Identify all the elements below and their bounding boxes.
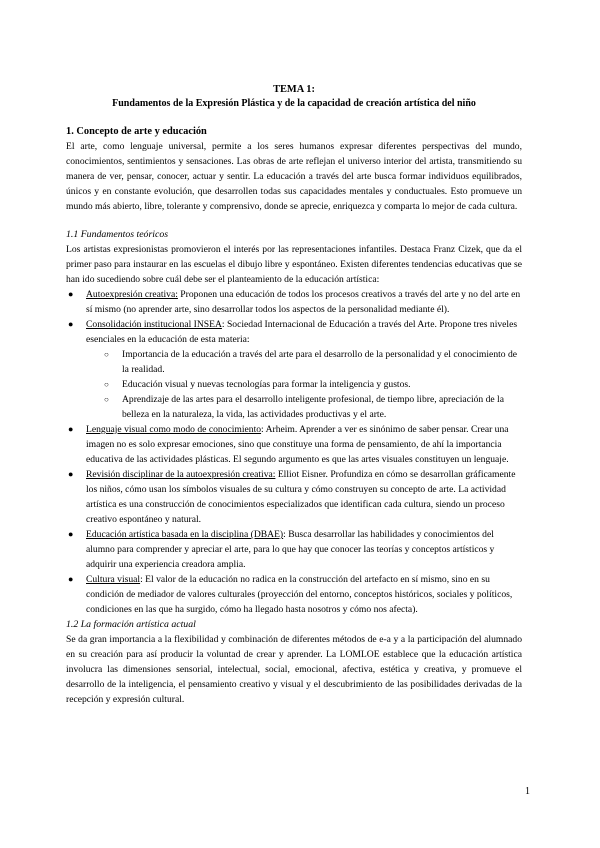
- list-item: [66, 422, 522, 467]
- list-item-text: : Sociedad Internacional de Educación a través del Arte. Propone tres niveles esenciales en la educación de esta materia:: [86, 319, 518, 345]
- bullet-icon: ●: [68, 289, 74, 299]
- page-number: 1: [525, 786, 530, 797]
- circle-bullet-icon: ○: [104, 395, 109, 404]
- document-subtitle: Fundamentos de la Expresión Plástica y de la capacidad de creación artística del niño: [112, 98, 476, 109]
- list-item-term: Consolidación institucional INSEA: [86, 319, 222, 330]
- circle-bullet-icon: ○: [104, 380, 109, 389]
- list-item-term: Lenguaje visual como modo de conocimiento: [86, 424, 262, 435]
- list-item-text: : Busca desarrollar las habilidades y conocimientos del alumno para comprender y apreciar el arte, para lo que hay que conocer las teorías y conceptos artísticos y adquirir una experiencia creadora amplia.: [86, 529, 495, 570]
- sub-list-item-text: Importancia de la educación a través del arte para el desarrollo de la personalidad y el conocimiento de la realidad.: [122, 349, 518, 375]
- list-item-text: Proponen una educación de todos los procesos creativos a través del arte y no del arte en sí mismo (no aprender arte, sino desarrollar todos los aspectos de la personalidad mediante él).: [86, 289, 521, 315]
- subsection-paragraph: Los artistas expresionistas promovieron el interés por las representaciones infantiles. Destaca Franz Cizek, que da el primer paso para instaurar en las escuelas el dibujo libre y espontáneo. Existen diferentes tendencias educativas que se han ido sucediendo sobre cuál debe ser el planteamiento de la educación artística:: [66, 244, 522, 285]
- tendencies-list: [66, 287, 522, 617]
- subsection-paragraph: Se da gran importancia a la flexibilidad y combinación de diferentes métodos de e-a y a la participación del alumnado en su creación para así producir la voluntad de crear y aprender. La LOMLOE establece que la educación artística involucra las dimensiones sensorial, intelectual, social, emocional, afectiva, estética y creativa, y promueve el desarrollo de la inteligencia, el pensamiento creativo y visual y el descubrimiento de las posibilidades derivadas de la recepción y expresión cultural.: [66, 634, 522, 705]
- sub-list-item-text: Aprendizaje de las artes para el desarrollo inteligente profesional, de tiempo libre, apreciación de la belleza en la naturaleza, la vida, las actividades productivas y el arte.: [122, 394, 504, 420]
- sub-list-item: [86, 392, 522, 422]
- sub-list-item: [86, 377, 522, 392]
- document-title: TEMA 1:: [273, 84, 315, 95]
- circle-bullet-icon: ○: [104, 350, 109, 359]
- bullet-icon: ●: [68, 469, 74, 479]
- bullet-icon: ●: [68, 574, 74, 584]
- list-item-text: : El valor de la educación no radica en la construcción del artefacto en sí mismo, sino en su condición de mediador de valores culturales (proyección del entorno, conceptos históricos, sociales y políticos, condiciones en las que ha surgido, cómo ha llegado hasta nosotros y cómo nos afecta).: [86, 574, 513, 615]
- bullet-icon: ●: [68, 319, 74, 329]
- bullet-icon: ●: [68, 529, 74, 539]
- list-item-term: Autoexpresión creativa:: [86, 289, 178, 300]
- list-item: [66, 287, 522, 317]
- list-item-term: Revisión disciplinar de la autoexpresión creativa:: [86, 469, 276, 480]
- list-item: [66, 317, 522, 422]
- section-heading: 1. Concepto de arte y educación: [66, 126, 207, 137]
- subsection-heading: 1.1 Fundamentos teóricos: [66, 229, 169, 240]
- section-paragraph: El arte, como lenguaje universal, permite a los seres humanos expresar diferentes perspectivas del mundo, conocimientos, sentimientos y sensaciones. Las obras de arte reflejan el universo interior del artista, transmitiendo su manera de ver, pensar, conocer, actuar y sentir. La educación a través del arte busca formar individuos equilibrados, únicos y en constante evolución, que desarrollen todas sus capacidades mentales y conductuales. Esto promueve un mundo más abierto, libre, tolerante y comprensivo, donde se aprecie, enriquezca y comparta lo mejor de cada cultura.: [66, 141, 522, 212]
- list-item-text: : Arheim. Aprender a ver es sinónimo de saber pensar. Crear una imagen no es solo expresar emociones, sino que constituye una forma de pensamiento, de ahí la importancia educativa de las actividades plásticas. El segundo argumento es que las artes visuales constituyen un lenguaje.: [86, 424, 509, 465]
- page-content: [66, 83, 522, 707]
- list-item: [66, 467, 522, 527]
- list-item: [66, 572, 522, 617]
- list-item-term: Cultura visual: [86, 574, 141, 585]
- sub-list-item-text: Educación visual y nuevas tecnologías para formar la inteligencia y gustos.: [122, 379, 411, 390]
- subsection-heading: 1.2 La formación artística actual: [66, 619, 196, 630]
- spacer: [66, 214, 522, 227]
- list-item: [66, 527, 522, 572]
- list-item-text: Elliot Eisner. Profundiza en cómo se desarrollan gráficamente los niños, cómo usan los símbolos visuales de su cultura y cómo construyen su concepto de arte. La actividad artística es una construcción de conocimientos especializados que identifican cada cultura, siendo un proceso creativo espontáneo y natural.: [86, 469, 516, 525]
- sub-list: [86, 347, 522, 422]
- sub-list-item: [86, 347, 522, 377]
- list-item-term: Educación artística basada en la disciplina (DBAE): [86, 529, 284, 540]
- bullet-icon: ●: [68, 424, 74, 434]
